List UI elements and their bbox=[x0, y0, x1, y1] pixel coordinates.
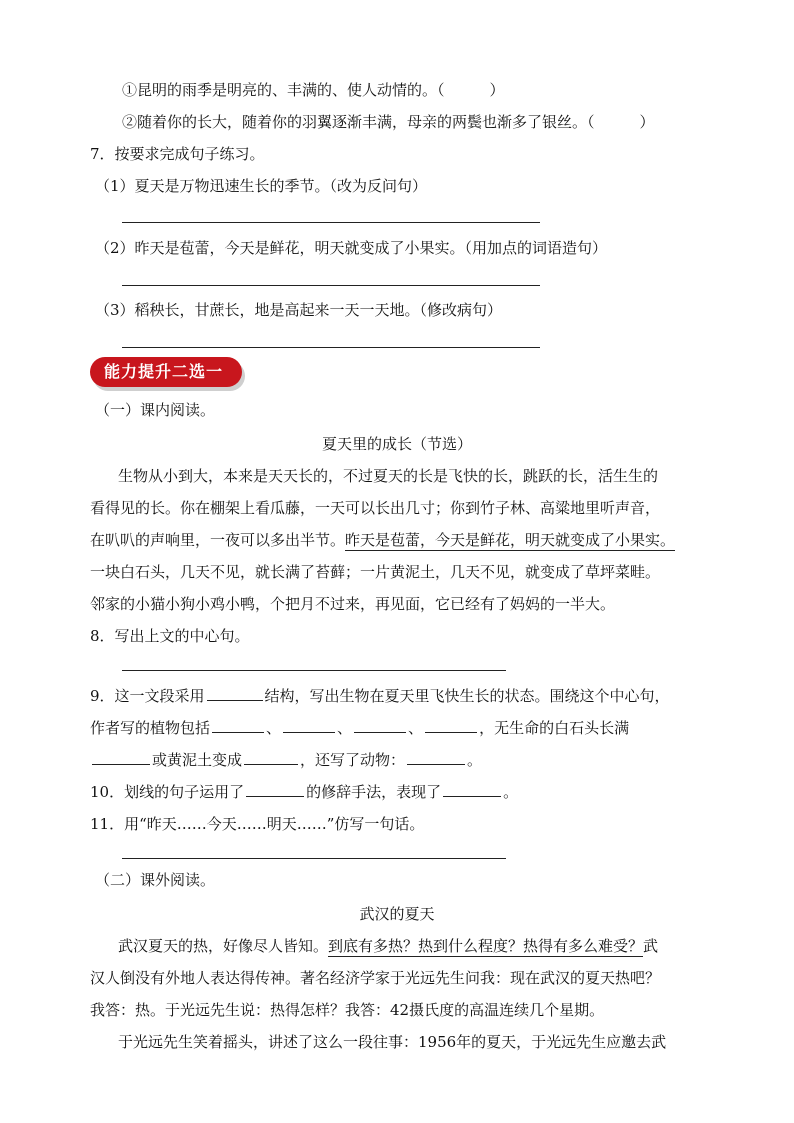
blank-plant-3[interactable] bbox=[354, 718, 406, 733]
separator: 、 bbox=[337, 719, 353, 737]
question-11: 11．用“昨天……今天……明天……”仿写一句话。 bbox=[90, 815, 425, 833]
part2-text: 武汉夏天的热，好像尽人皆知。 bbox=[118, 937, 329, 955]
q9-text-e: 或黄泥土变成 bbox=[152, 751, 243, 769]
blank-plant-2[interactable] bbox=[283, 718, 335, 733]
question-9-line-1 bbox=[90, 686, 670, 706]
part1-title: 夏天里的成长（节选） bbox=[321, 435, 472, 453]
part2-paragraph-line-1 bbox=[118, 936, 658, 956]
part1-paragraph-line-3 bbox=[90, 530, 675, 550]
question-9-line-3 bbox=[90, 750, 482, 770]
blank-plant-1[interactable] bbox=[212, 718, 264, 733]
q9-text-c: 作者写的植物包括 bbox=[90, 719, 211, 737]
q10-text-c: 。 bbox=[503, 783, 519, 801]
question-7-item-2: （2）昨天是苞蕾，今天是鲜花，明天就变成了小果实。（用加点的词语造句） bbox=[95, 239, 608, 257]
part1-paragraph-line-1: 生物从小到大，本来是天天长的，不过夏天的长是飞快的长，跳跃的长，活生生的 bbox=[118, 467, 659, 485]
q9-text-g: 。 bbox=[467, 751, 483, 769]
question-7-title: 7．按要求完成句子练习。 bbox=[90, 145, 265, 163]
answer-line-7-2[interactable] bbox=[122, 285, 540, 286]
answer-line-7-1[interactable] bbox=[122, 222, 540, 223]
blank-stone[interactable] bbox=[92, 750, 150, 765]
q9-text-a: 9．这一文段采用 bbox=[90, 687, 205, 705]
blank-soil[interactable] bbox=[244, 750, 298, 765]
question-7-item-3: （3）稻秧长，甘蔗长，地是高起来一天一天地。（修改病句） bbox=[95, 301, 503, 319]
part2-heading: （二）课外阅读。 bbox=[95, 871, 216, 889]
underlined-sentence: 昨天是苞蕾，今天是鲜花，明天就变成了小果实。 bbox=[345, 531, 676, 549]
option-item-2: ②随着你的长大，随着你的羽翼逐渐丰满，母亲的两鬓也渐多了银丝。（ ） bbox=[122, 113, 655, 131]
part1-paragraph-line-4: 一块白石头，几天不见，就长满了苔藓；一片黄泥土，几天不见，就变成了草坪菜畦。 bbox=[90, 563, 661, 581]
q9-text-f: ，还写了动物： bbox=[300, 751, 406, 769]
answer-line-7-3[interactable] bbox=[122, 347, 540, 348]
blank-rhetoric[interactable] bbox=[246, 782, 304, 797]
question-9-line-2 bbox=[90, 718, 629, 738]
answer-line-8[interactable] bbox=[122, 670, 506, 671]
part2-paragraph-line-2: 汉人倒没有外地人表达得传神。著名经济学家于光远先生问我：现在武汉的夏天热吧？ bbox=[90, 969, 661, 987]
answer-line-11[interactable] bbox=[122, 858, 506, 859]
part2-title: 武汉的夏天 bbox=[359, 905, 435, 923]
blank-plant-4[interactable] bbox=[425, 718, 477, 733]
section-badge: 能力提升二选一 bbox=[90, 357, 242, 387]
part2-paragraph-line-4: 于光远先生笑着摇头，讲述了这么一段往事：1956年的夏天，于光远先生应邀去武 bbox=[118, 1033, 667, 1051]
blank-structure[interactable] bbox=[207, 686, 263, 701]
question-7-item-1: （1）夏天是万物迅速生长的季节。（改为反问句） bbox=[95, 177, 428, 195]
blank-animals[interactable] bbox=[407, 750, 465, 765]
separator: 、 bbox=[408, 719, 424, 737]
q9-text-d: ，无生命的白石头长满 bbox=[479, 719, 630, 737]
q10-text-b: 的修辞手法，表现了 bbox=[306, 783, 442, 801]
part1-paragraph-line-2: 看得见的长。你在棚架上看瓜藤，一天可以长出几寸；你到竹子林、高粱地里听声音， bbox=[90, 499, 661, 517]
part2-paragraph-line-3: 我答：热。于光远先生说：热得怎样？我答：42摄氏度的高温连续几个星期。 bbox=[90, 1001, 605, 1019]
separator: 、 bbox=[266, 719, 282, 737]
part2-text: 武 bbox=[643, 937, 659, 955]
underlined-questions: 到底有多热？热到什么程度？热得有多么难受？ bbox=[328, 937, 644, 955]
q9-text-b: 结构，写出生物在夏天里飞快生长的状态。围绕这个中心句， bbox=[264, 687, 670, 705]
question-10 bbox=[90, 782, 518, 802]
question-8: 8．写出上文的中心句。 bbox=[90, 627, 250, 645]
part1-heading: （一）课内阅读。 bbox=[95, 401, 216, 419]
part1-paragraph-line-5: 邻家的小猫小狗小鸡小鸭，个把月不过来，再见面，它已经有了妈妈的一半大。 bbox=[90, 595, 616, 613]
option-item-1: ①昆明的雨季是明亮的、丰满的、使人动情的。（ ） bbox=[122, 81, 505, 99]
part1-text: 在叭叭的声响里，一夜可以多出半节。 bbox=[90, 531, 346, 549]
blank-effect[interactable] bbox=[443, 782, 501, 797]
q10-text-a: 10．划线的句子运用了 bbox=[90, 783, 245, 801]
